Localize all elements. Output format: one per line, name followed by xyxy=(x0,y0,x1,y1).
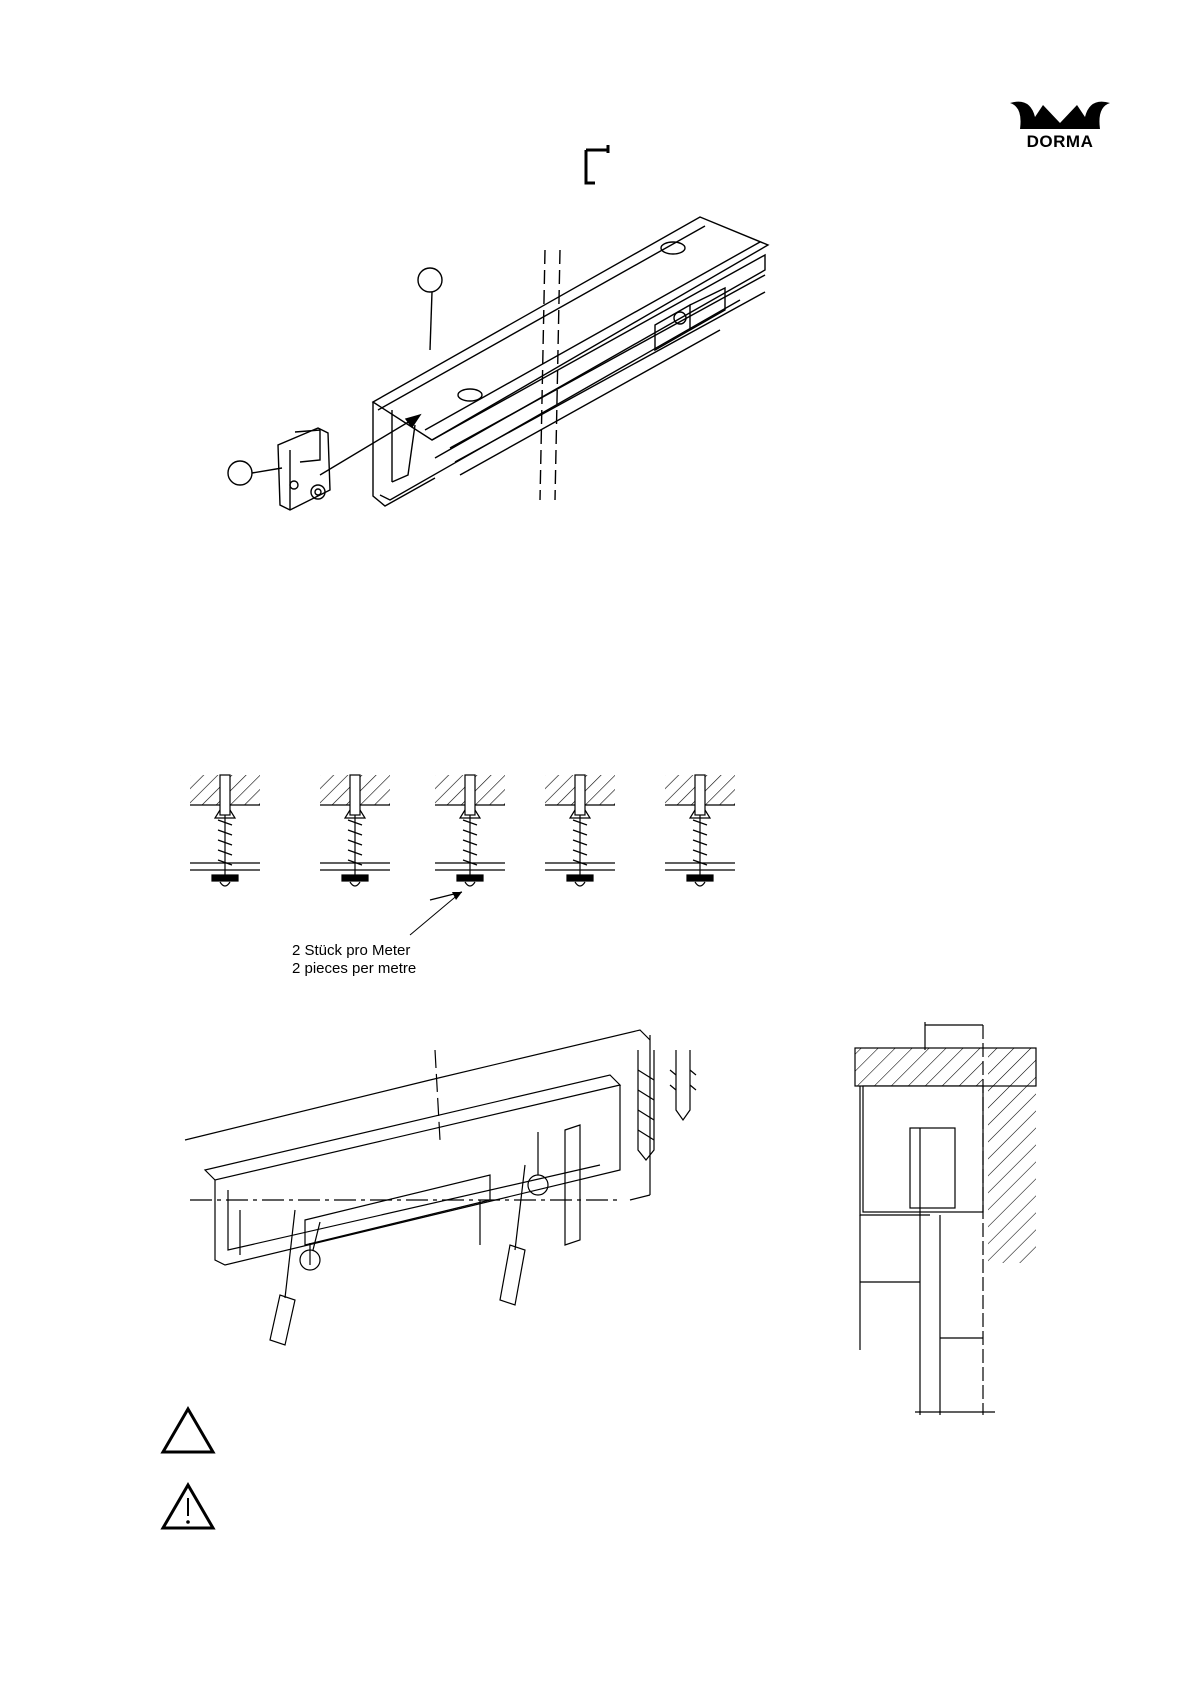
installation-drawing xyxy=(180,1010,700,1390)
dorma-logo xyxy=(1005,95,1115,165)
pieces-per-metre-note xyxy=(292,942,416,978)
rail-assembly-drawing xyxy=(220,200,820,560)
warning-triangle-icon xyxy=(160,1482,216,1532)
fixing-variants-drawing xyxy=(190,760,750,920)
note-line-en: 2 pieces per metre xyxy=(292,960,417,977)
logo-text: DORMA xyxy=(1026,132,1094,151)
note-line-de: 2 Stück pro Meter xyxy=(292,942,411,959)
section-drawing xyxy=(855,1020,1045,1440)
profile-section-icon xyxy=(583,143,623,188)
crown-icon xyxy=(1010,102,1110,129)
caution-triangle-icon xyxy=(160,1406,216,1456)
